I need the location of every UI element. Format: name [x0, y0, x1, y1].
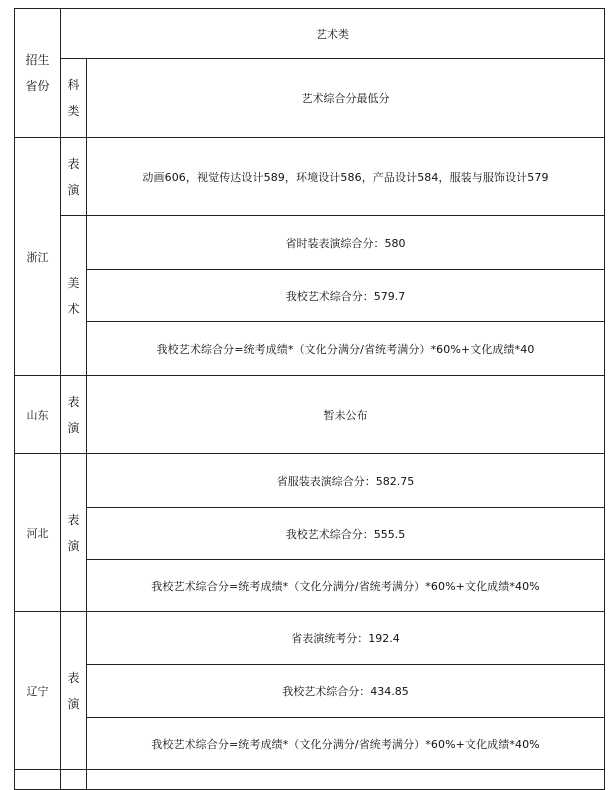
province-zhejiang: 浙江	[15, 138, 61, 376]
province-header-line-1: 招生	[25, 53, 50, 67]
hebei-school-score: 我校艺术综合分：555.5	[87, 508, 605, 560]
subject-char-1: 表	[67, 156, 80, 171]
subject-char-1: 表	[67, 512, 80, 527]
zhejiang-school-score: 我校艺术综合分：579.7	[87, 270, 605, 322]
subject-header-line-1: 科	[67, 78, 80, 92]
subject-zhejiang-fine-arts	[61, 216, 87, 376]
zhejiang-formula: 我校艺术综合分=统考成绩*（文化分满分/省统考满分）*60%+文化成绩*40	[87, 322, 605, 376]
admission-score-table	[14, 8, 605, 790]
province-liaoning: 辽宁	[15, 612, 61, 770]
hebei-formula: 我校艺术综合分=统考成绩*（文化分满分/省统考满分）*60%+文化成绩*40%	[87, 560, 605, 612]
zhejiang-provincial-score: 省时装表演综合分：580	[87, 216, 605, 270]
subject-char-2: 演	[67, 538, 80, 553]
zhejiang-performance-scores: 动画606，视觉传达设计589，环境设计586，产品设计584，服装与服饰设计579	[87, 138, 605, 216]
subject-header	[61, 59, 87, 138]
province-shandong: 山东	[15, 376, 61, 454]
liaoning-provincial-score: 省表演统考分：192.4	[87, 612, 605, 665]
subject-char-2: 术	[67, 301, 80, 316]
art-category-header: 艺术类	[61, 9, 605, 59]
next-row-subject	[61, 770, 87, 790]
province-header	[15, 9, 61, 138]
subject-zhejiang-performance	[61, 138, 87, 216]
subject-char-2: 演	[67, 420, 80, 435]
liaoning-formula: 我校艺术综合分=统考成绩*（文化分满分/省统考满分）*60%+文化成绩*40%	[87, 718, 605, 770]
subject-char-2: 演	[67, 182, 80, 197]
subject-header-line-2: 类	[67, 104, 80, 118]
next-row-content	[87, 770, 605, 790]
subject-char-2: 演	[67, 696, 80, 711]
min-score-header: 艺术综合分最低分	[87, 59, 605, 138]
province-hebei: 河北	[15, 454, 61, 612]
subject-char-1: 美	[67, 275, 80, 290]
subject-char-1: 表	[67, 394, 80, 409]
next-row-province	[15, 770, 61, 790]
subject-shandong-performance	[61, 376, 87, 454]
liaoning-school-score: 我校艺术综合分：434.85	[87, 665, 605, 718]
hebei-provincial-score: 省服装表演综合分：582.75	[87, 454, 605, 508]
subject-hebei-performance	[61, 454, 87, 612]
subject-liaoning-performance	[61, 612, 87, 770]
shandong-status: 暂未公布	[87, 376, 605, 454]
subject-char-1: 表	[67, 670, 80, 685]
province-header-line-2: 省份	[25, 79, 50, 93]
